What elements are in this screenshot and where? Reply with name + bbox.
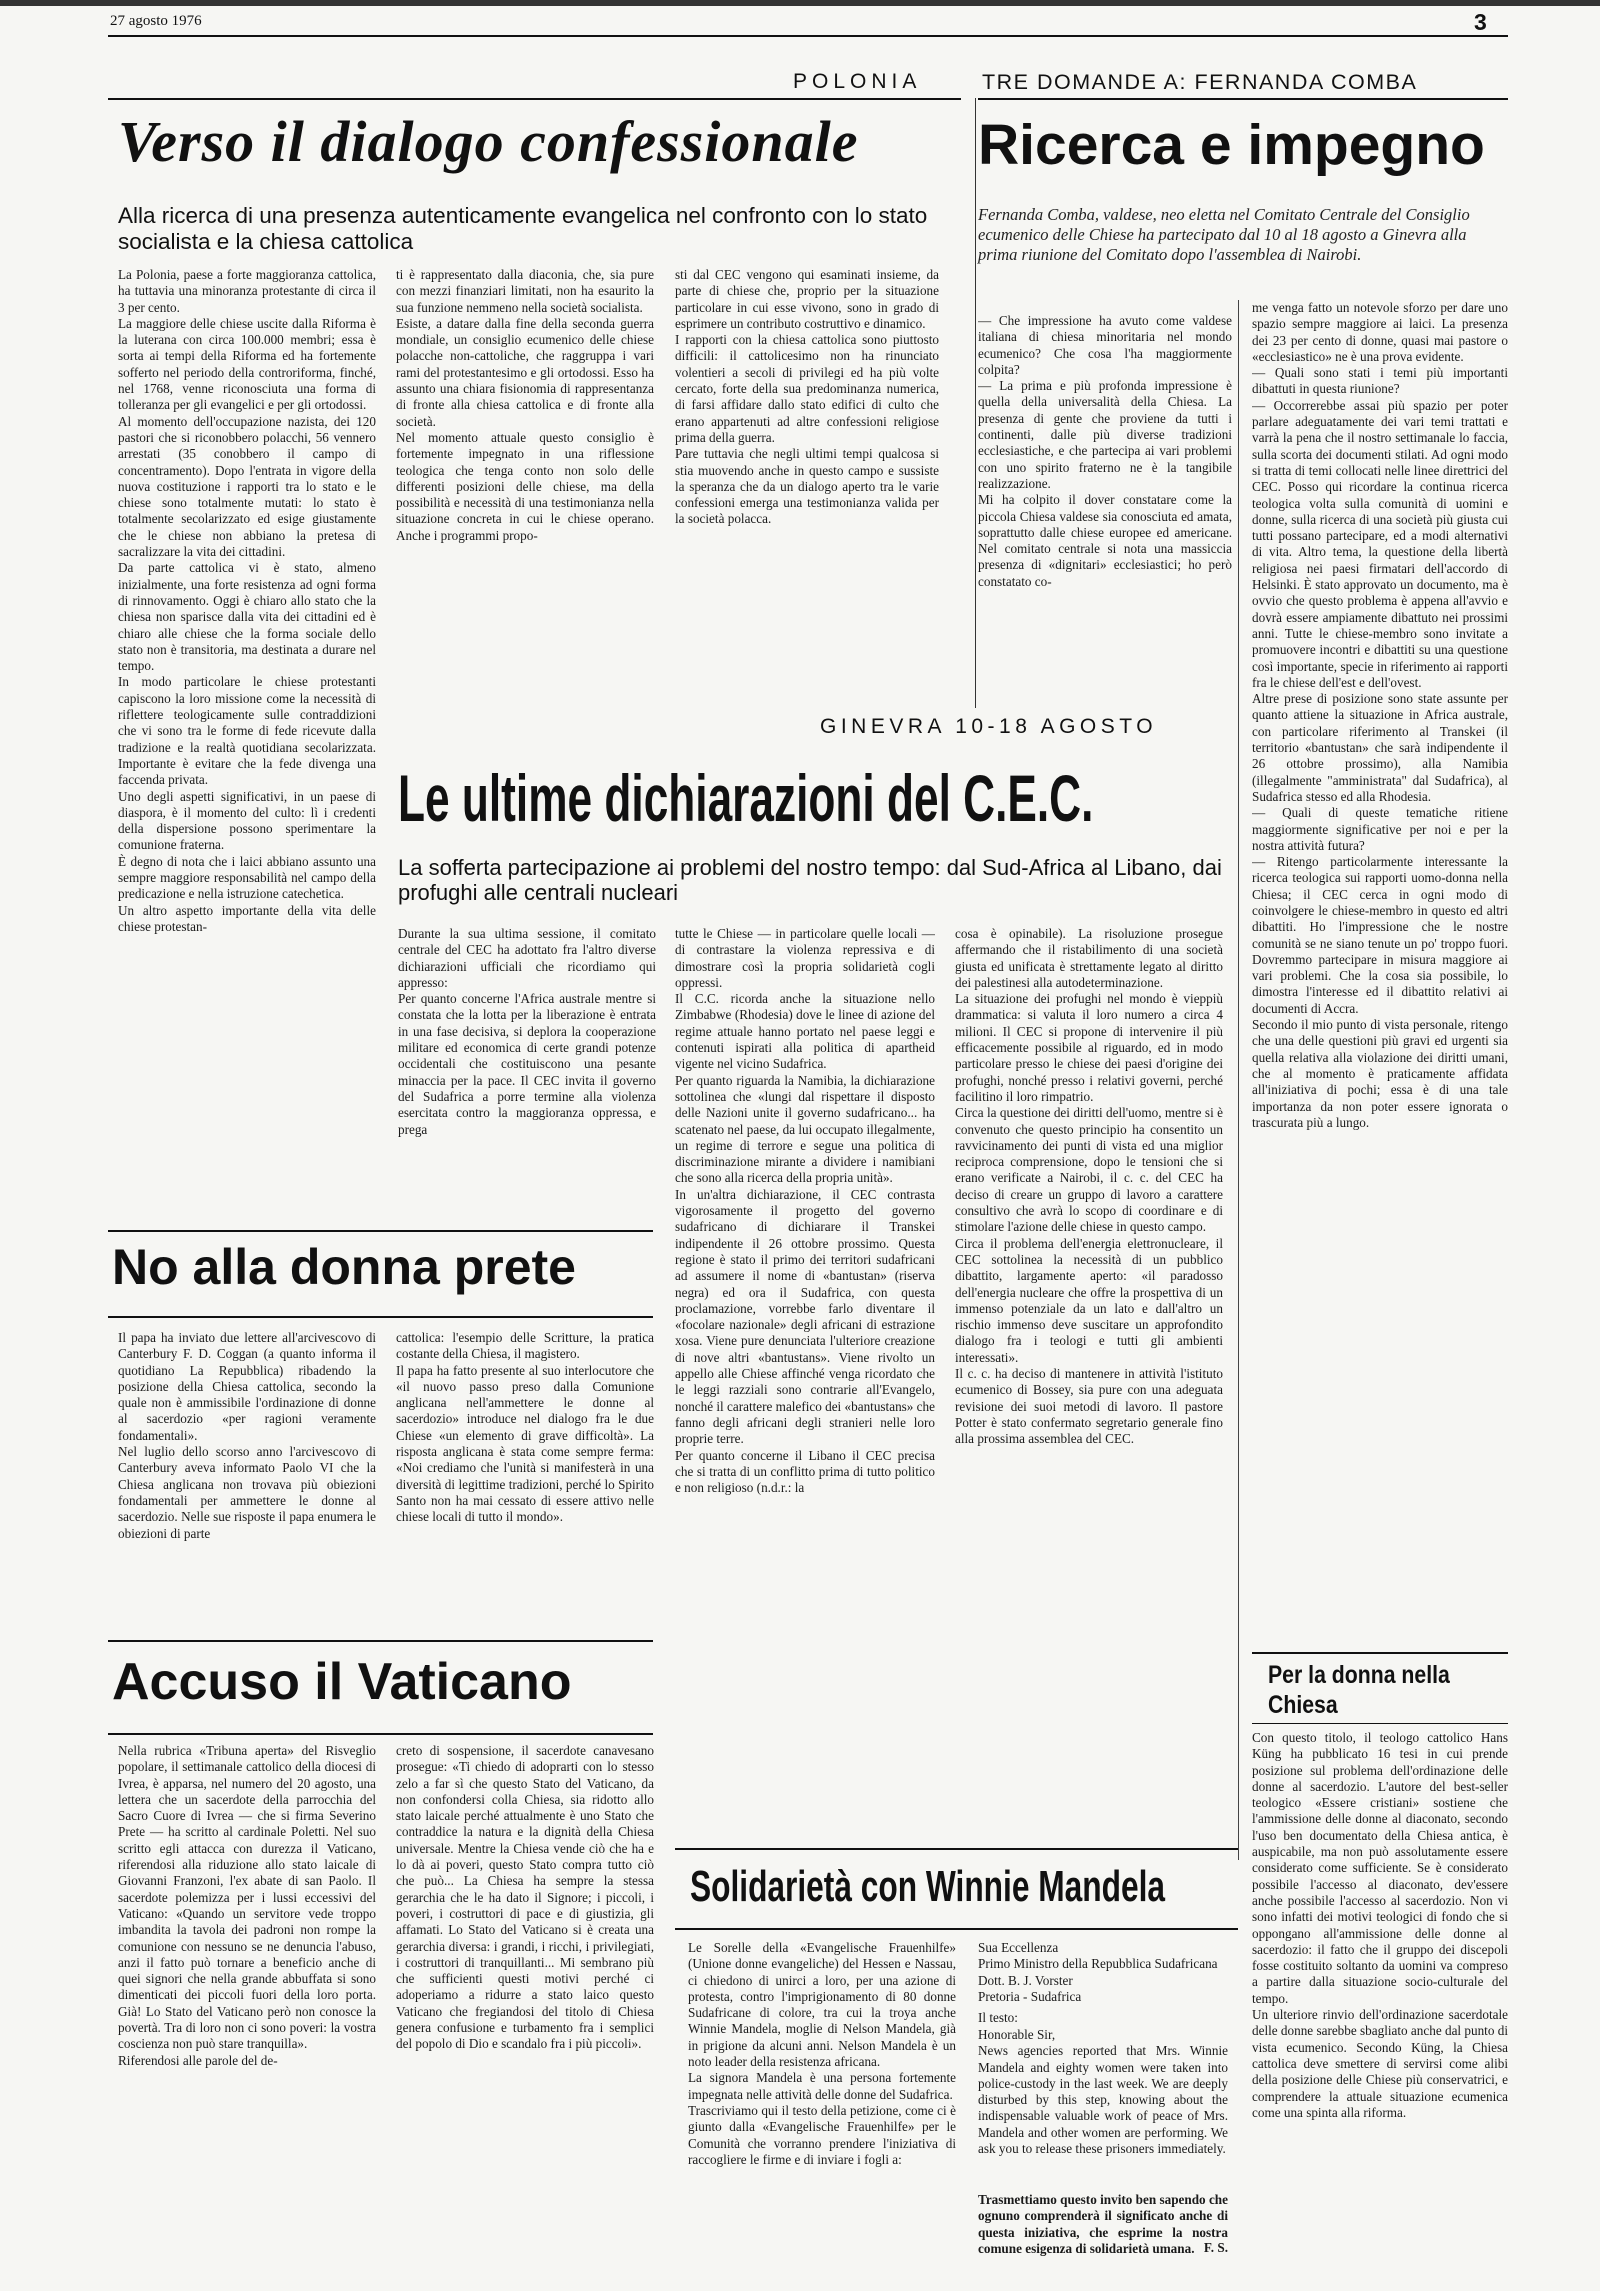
mandela-letter: Honorable Sir, News agencies reported that Mrs. Winnie Mandela and eighty women were taken into police-custody in the last week. We are deeply disturbed by this step, knowing about the indispensable valuable work of peace of Mrs. Mandela and other women are performing. We ask you to release these prisoners immediately. (978, 2027, 1228, 2157)
kicker-rule-right (978, 98, 1508, 100)
mandela-signature: F. S. (1203, 2240, 1228, 2255)
comba-intro: Fernanda Comba, valdese, neo eletta nel Comitato Centrale del Consiglio ecumenico delle Chiese ha partecipato dal 10 al 18 agosto a Ginevra alla prima riunione del Comitato dopo l'assemblea di Nairobi. (978, 205, 1470, 264)
header-rule (108, 35, 1508, 37)
vaticano-col2: creto di sospensione, il sacerdote canavesano prosegue: «Ti chiedo di adoprarti con lo stesso zelo a far sì che questo Stato del Vaticano, da non confondersi colla Chiesa, sia ridotto allo stato laicale perché attualmente è uno Stato che contraddice la natura e la dignità della Chiesa universale. Mentre la Chiesa vende ciò che ha e lo dà ai poveri, questo Stato compra tutto ciò che può... La Chiesa ha sempre la stessa gerarchia che le ha dato il Signore; i piccoli, i poveri, i costruttori di pace e di giustizia, gli affamati. Lo Stato del Vaticano si è creata una gerarchia diversa: i grandi, i ricchi, i privilegiati, i costruttori di tranquillanti... Mi sembrano più che sufficienti questi motivi perché ci adoperiamo a ridurre a stato laico questo Vaticano che fregiandosi del titolo di Chiesa genera confusione e turbamento fra i semplici del popolo di Dio e scandalo fra i più piccoli». (396, 1743, 654, 2052)
page-date: 27 agosto 1976 (110, 13, 202, 29)
polonia-col1: La Polonia, paese a forte maggioranza cattolica, ha tuttavia una minoranza protestante di circa il 3 per cento. La maggiore delle chiese uscite dalla Riforma è la luterana con circa 100.000 membri; essa è sorta ai tempi della Riforma ed ha fortemente sofferto nel periodo della controriforma, finché, nel 1768, venne riconosciuta una forma di tolleranza per gli evangelici e per gli ortodossi. Al momento dell'occupazione nazista, dei 120 pastori che si riconobbero polacchi, 56 vennero arrestati (35 conobbero il campo di concentramento). Dopo l'entrata in vigore della nuova costituzione i rapporti tra lo stato e le chiese sono totalmente mutati: lo stato è totalmente secolarizzato ed esige giustamente che le chiese non abbiano la pretesa di sacralizzare la vita dei cittadini. Da parte cattolica vi è stato, almeno inizialmente, una forte resistenza ad ogni forma di rinnovamento. Oggi è chiaro allo stato che la chiesa non sparisce dalla vita dei cittadini ed è chiaro alle chiese che la forma sociale dello stato non è transitoria, ma destinata a durare nel tempo. In modo particolare le chiese protestanti capiscono la loro missione come la necessità di riflettere teologicamente sulle contraddizioni che vi sono tra le forme di fede ricevute dalla tradizione e la realtà quotidiana secolarizzata. Importante è evitare che la fede divenga una faccenda privata. Uno degli aspetti significativi, in un paese di diaspora, è il momento del culto: lì i credenti della dispersione possono sperimentare la comunione fraterna. È degno di nota che i laici abbiano assunto una sempre maggiore responsabilità nel campo della predicazione e nella istruzione catechetica. Un altro aspetto importante della vita delle chiese protestan- (118, 267, 376, 934)
kicker-rule-left (108, 98, 961, 100)
kung-title: Per la donna nella Chiesa (1268, 1661, 1450, 1719)
comba-title: Ricerca e impegno (978, 113, 1485, 177)
donna-rule-top (108, 1230, 653, 1232)
top-border (0, 0, 1600, 6)
mandela-rule-top (675, 1848, 1238, 1850)
polonia-col3: sti dal CEC vengono qui esaminati insieme, da parte di chiese che, proprio per la situazione particolare in cui esse vivono, sono in grado di esprimere un contributo costruttivo e dinamico. I rapporti con la chiesa cattolica sono piuttosto difficili: il cattolicesimo non ha rinunciato volentieri a secoli di privilegi ed ha più volte cercato, forte della sua predominanza numerica, di farsi affidare dallo stato edifici di culto che erano appartenuti ad altre confessioni religiose prima della guerra. Pare tuttavia che negli ultimi tempi qualcosa si stia muovendo anche in questo campo e sussiste la speranza che da un dialogo aperto tra le varie confessioni emerga una testimonianza valida per la società polacca. (675, 267, 939, 527)
comba-col2: me venga fatto un notevole sforzo per dare uno spazio sempre maggiore ai laici. La presenza dei 23 per cento di donne, quasi mai pastore o «ecclesiastico» ne è una prova evidente. — Quali sono stati i temi più importanti dibattuti in questa riunione? — Occorrerebbe assai più spazio per poter parlare adeguatamente dei vari temi trattati e varrà la pena che il nostro settimanale lo faccia, sulla scorta dei documenti stilati. Ad ogni modo si tratta di temi collocati nelle linee direttrici del CEC. Posso qui ricordare la continua ricerca teologica volta sulla comunità di uomini e donne, sulla ricerca di una società più giusta cui tutti possano partecipare, ed a modi alternativi di vita. Altro tema, la questione della libertà religiosa nei paesi firmatari dell'accordo di Helsinki. È stato approvato un documento, ma è ovvio che questo problema è appena all'avvio e dovrà essere ampiamente dibattuto nei prossimi anni. Tutte le chiese-membro sono invitate a promuovere incontri e dibattiti su una questione così importante, specie in riferimento ai rapporti fra le chiese dell'est e dell'ovest. Altre prese di posizione sono state assunte per quanto attiene la situazione in Africa australe, con particolare riferimento al Transkei (il territorio «bantustan» che sarà indipendente il 26 ottobre prossimo), alla Namibia (illegalmente "amministrata" dal Sudafrica), al Sudafrica stesso ed alla Rhodesia. — Quali di queste tematiche ritiene maggiormente significative per noi e per la nostra attività futura? — Ritengo particolarmente interessante la ricerca teologica sui rapporti uomo-donna nella Chiesa; il CEC cerca in ogni modo di coinvolgere le chiese-membro in questo ed altri dibattiti. Ho l'impressione che le nostre comunità se ne siano tenute un po' troppo fuori. Dovremmo partecipare in misura maggiore ai vari problemi. Che la cosa sia possibile, lo dimostra l'interesse ed il dibattito relativi ai documenti di Accra. Secondo il mio punto di vista personale, ritengo che una delle questioni più gravi ed urgenti sia quella relativa alla violazione dei diritti umani, che al momento è praticamente affidata all'iniziativa di pochi; essa è di una tale importanza da non poter essere ignorata o trascurata più a lungo. (1252, 300, 1508, 1130)
cec-title: Le ultime dichiarazioni del C.E.C. (398, 761, 1094, 835)
donna-col2: cattolica: l'esempio delle Scritture, la pratica costante della Chiesa, il magistero. Il papa ha fatto presente al suo interlocutore che «il nuovo passo preso dalla Comunione anglicana nell'ammettere le donne al sacerdozio» introduce nel dialogo fra le due Chiese «un elemento di grave difficoltà». La risposta anglicana è stata come sempre ferma: «Noi crediamo che l'unità si manifesterà in una diversità di legittime tradizioni, perché lo Spirito Santo non ha mai cessato di essere attivo nelle chiese locali di tutto il mondo». (396, 1330, 654, 1525)
donna-title: No alla donna prete (112, 1239, 576, 1295)
cec-subtitle: La sofferta partecipazione ai problemi del nostro tempo: dal Sud-Africa al Libano, dai profughi alle centrali nucleari (398, 855, 1222, 905)
right-divider (1238, 300, 1239, 1860)
mandela-address: Sua Eccellenza Primo Ministro della Repubblica Sudafricana Dott. B. J. Vorster Pretoria - Sudafrica (978, 1940, 1218, 2004)
kung-col1: Con questo titolo, il teologo cattolico Hans Küng ha pubblicato 16 tesi in cui prende posizione sul problema dell'ordinazione delle donne al sacerdozio. L'autore del best-seller teologico «Essere cristiani» sostiene che l'ammissione delle donne al diaconato, secondo l'uso ben documentato della Chiesa antica, è auspicabile, ma non può assolutamente essere considerato come sufficiente. Se è considerato possibile l'accesso al diaconato, dev'essere anche possibile l'accesso al sacerdozio. Non vi sono infatti dei motivi teologici di fondo che si oppongano all'ammissione delle donne al sacerdozio: il fatto che il gruppo dei discepoli fosse costituito soltanto da uomini va compreso a partire dalla situazione socio-culturale del tempo. Un ulteriore rinvio dell'ordinazione sacerdotale delle donne sarebbe sbagliato anche dal punto di vista ecumenico. Secondo Küng, la Chiesa cattolica deve smettere di servirsi come alibi della posizione delle Chiese più conservatrici, e comprendere la attuale situazione ecumenica come una spinta alla riforma. (1252, 1730, 1508, 2120)
mandela-rule-bottom (675, 1928, 1238, 1930)
donna-col1: Il papa ha inviato due lettere all'arcivescovo di Canterbury F. D. Coggan (a quanto informa il quotidiano La Repubblica) ribadendo la posizione della Chiesa cattolica, secondo la quale non è ammissibile l'ordinazione di donne al sacerdozio «per ragioni veramente fondamentali». Nel luglio dello scorso anno l'arcivescovo di Canterbury aveva informato Paolo VI che la Chiesa anglicana non trovava più obiezioni fondamentali per ammettere le donne al sacerdozio. Nelle sue risposte il papa enumera le obiezioni di parte (118, 1330, 376, 1541)
cec-col3: cosa è opinabile). La risoluzione prosegue affermando che il ristabilimento di una società giusta ed unificata è strettamente legato al diritto dei palestinesi alla autodeterminazione. La situazione dei profughi nel mondo è vieppiù drammatica: si valuta il loro numero a circa 4 milioni. Il CEC si propone di intervenire il più efficacemente possibile al riguardo, ed in modo particolare presso le chiese dei paesi d'origine dei profughi, nonché presso i relativi governi, perché facilitino il loro rimpatrio. Circa la questione dei diritti dell'uomo, mentre si è convenuto che questo principio ha consentito un ravvicinamento dei punti di vista ed una miglior reciproca comprensione, dopo le tensioni che si erano verificate a Nairobi, il c. c. del CEC ha deciso di creare un gruppo di lavoro a carattere consultivo che avrà lo scopo di coordinare e di stimolare l'azione delle chiese in questo campo. Circa il problema dell'energia elettronucleare, il CEC sottolinea la necessità di un pubblico dibattito, largamente aperto: «il paradosso dell'energia nucleare che offre la prospettiva di un immenso potenziale da un lato e dall'altro un rischio immenso deve suscitare un approfondito dialogo fra i teologi e tutti gli ambienti interessati». Il c. c. ha deciso di mantenere in attività l'istituto ecumenico di Bossey, sia pure con una adeguata revisione dei suoi metodi di lavoro. Il pastore Potter è stato confermato segretario generale fino alla prossima assemblea del CEC. (955, 926, 1223, 1447)
cec-kicker: GINEVRA 10-18 AGOSTO (820, 715, 1158, 738)
mandela-closing: Trasmettiamo questo invito ben sapendo che ognuno comprenderà il significato anche di questa iniziativa, che esprime la nostra comune esigenza di solidarietà umana. (978, 2192, 1228, 2256)
vaticano-rule-top (108, 1640, 653, 1642)
comba-col1: — Che impressione ha avuto come valdese italiana di chiesa minoritaria nel mondo ecumenico? Che cosa l'ha maggiormente colpita? — La prima e più profonda impressione è quella della universalità della Chiesa. La presenza di gente che proviene da tutti i continenti, dalle più diverse tradizioni ecclesiastiche, e che partecipa ai vari problemi con uno spirito fraterno ne è la tangibile realizzazione. Mi ha colpito il dover constatare come la piccola Chiesa valdese sia conosciuta ed amata, soprattutto dalle chiese europee ed americane. Nel comitato centrale si nota una massiccia presenza di «dignitari» ecclesiastici; ho però constatato co- (978, 313, 1232, 589)
cec-col2: tutte le Chiese — in particolare quelle locali — di contrastare la violenza repressiva e di dimostrare così la propria solidarietà cogli oppressi. Il C.C. ricorda anche la situazione nello Zimbabwe (Rhodesia) dove le linee di azione del regime attuale hanno portato nel paese leggi e contenuti ispirati alla politica di apartheid vigente nel vicino Sudafrica. Per quanto riguarda la Namibia, la dichiarazione sottolinea che «lungi dal rispettare il disposto delle Nazioni unite il governo sudafricano... ha scatenato nel paese, da lui occupato illegalmente, un regime di terrore e segue una politica di discriminazione mirante a dividere i namibiani che sono alla ricerca della propria unità». In un'altra dichiarazione, il CEC contrasta vigorosamente il progetto del governo sudafricano di dichiarare il Transkei indipendente il 26 ottobre prossimo. Questa regione è stato il primo dei territori sudafricani ad assumere il nome di «bantustan» (riserva negra) ed ora il Sudafrica, con questa proclamazione, vorrebbe farlo diventare il «focolare nazionale» degli africani di estrazione xosa. Viene pure denunciata l'ulteriore creazione di nove altri «bantustans». Viene rivolto un appello alle Chiese affinché venga ricordato che le leggi razziali sono contrarie all'Evangelo, nonché il carattere malefico dei «bantustans» che fanno degli africani degli stranieri nelle loro proprie terre. Per quanto concerne il Libano il CEC precisa che si tratta di un conflitto prima di tutto politico e non religioso (n.d.r.: la (675, 926, 935, 1496)
polonia-subtitle: Alla ricerca di una presenza autenticamente evangelica nel confronto con lo stato socialista e la chiesa cattolica (118, 203, 928, 254)
comba-kicker: TRE DOMANDE A: FERNANDA COMBA (982, 70, 1418, 94)
vaticano-title: Accuso il Vaticano (112, 1653, 572, 1711)
mandela-testo-label: Il testo: (978, 2010, 1018, 2025)
kung-rule-bottom (1252, 1723, 1508, 1724)
column-divider (975, 98, 976, 708)
mandela-col1: Le Sorelle della «Evangelische Frauenhilfe» (Unione donne evangeliche) del Hessen e Nassau, ci chiedono di unirci a loro, per una azione di protesta, contro l'imprigionamento di 80 donne Sudafricane di colore, tra cui la troya anche Winnie Mandela, moglie di Nelson Mandela, già in prigione da alcuni anni. Nelson Mandela è un noto leader della resistenza africana. La signora Mandela è una persona fortemente impegnata nelle attività delle donne del Sudafrica. Trascriviamo qui il testo della petizione, come ci è giunto dalla «Evangelische Frauenhilfe» per le Comunità che vorranno prendere l'iniziativa di raccogliere le firme e di inviare i fogli a: (688, 1940, 956, 2167)
vaticano-col1: Nella rubrica «Tribuna aperta» del Risveglio popolare, il settimanale cattolico della diocesi di Ivrea, è apparsa, nel numero del 20 agosto, una lettera che un sacerdote della parrocchia del Sacro Cuore di Ivrea — che si firma Severino Prete — ha scritto al cardinale Poletti. Nel suo scritto egli attacca con durezza il Vaticano, riferendosi alla riduzione allo stato laicale di Giovanni Franzoni, l'ex abate di san Paolo. Il sacerdote polemizza per i lussi eccessivi del Vaticano: «Quando un servitore vede troppo imbandita la tavola dei padroni non rompe la comunione con nessuno se ne denuncia l'abuso, anzi il fatto può tornare a beneficio anche di quei signori che nella grande abbuffata si sono dimenticati dei piccoli fuori della loro porta. Già! Lo Stato del Vaticano però non conosce la povertà. Tra di loro non ci sono poveri: la vostra coscienza non può stare tranquilla». Riferendosi alle parole del de- (118, 1743, 376, 2068)
polonia-title: Verso il dialogo confessionale (118, 109, 859, 174)
vaticano-rule-bottom (108, 1733, 653, 1735)
page-number: 3 (1474, 9, 1487, 35)
mandela-title: Solidarietà con Winnie Mandela (690, 1862, 1166, 1911)
polonia-kicker: POLONIA (793, 70, 922, 93)
kung-rule-top (1252, 1652, 1508, 1654)
cec-col1: Durante la sua ultima sessione, il comitato centrale del CEC ha adottato fra l'altro diverse dichiarazioni ufficiali che ricordiamo qui appresso: Per quanto concerne l'Africa australe mentre si constata che la lotta per la liberazione è entrata in una fase decisiva, si deplora la cooperazione militare ed economica di certe grandi potenze occidentali che costituiscono una pesante minaccia per la pace. Il CEC invita il governo del Sudafrica a porre termine alla violenza esercitata contro la maggioranza oppressa, e prega (398, 926, 656, 1137)
donna-rule-bottom (108, 1316, 653, 1318)
polonia-col2: ti è rappresentato dalla diaconia, che, sia pure con mezzi finanziari limitati, non ha esaurito la sua funzione nemmeno nella società socialista. Esiste, a datare dalla fine della seconda guerra mondiale, un consiglio ecumenico delle chiese polacche non-cattoliche, che raggruppa i vari rami del protestantesimo e gli ortodossi. Esso ha assunto una chiara fisionomia di rappresentanza di fronte alla chiesa cattolica e di fronte alla società. Nel momento attuale questo consiglio è fortemente impegnato in una riflessione teologica che tenga conto non solo delle differenti posizioni delle chiese, ma della possibilità e necessità di una testimonianza nella situazione concreta in cui le chiese operano. Anche i programmi propo- (396, 267, 654, 543)
